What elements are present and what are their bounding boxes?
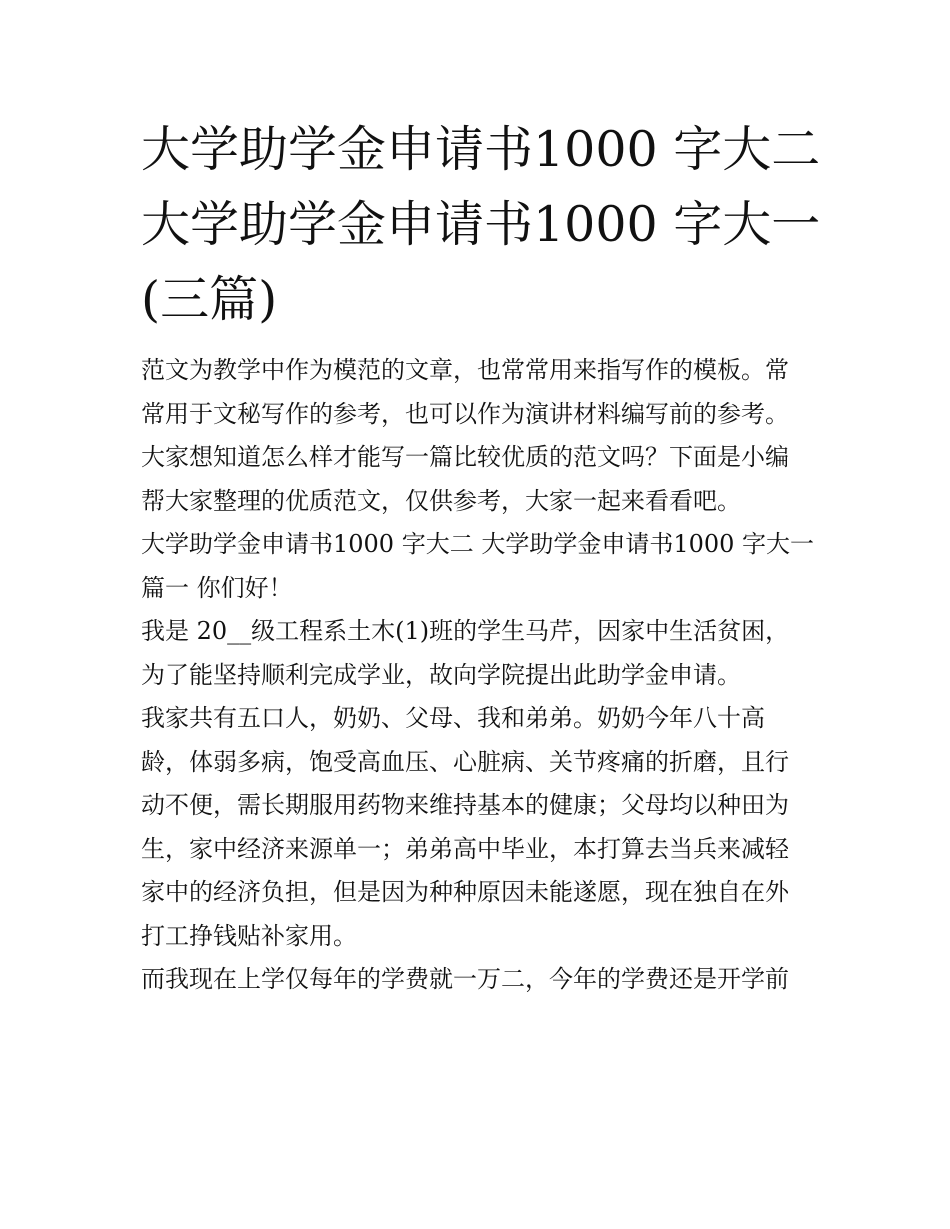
paragraph-heading xyxy=(141,523,813,610)
text-line: 打工挣钱贴补家用。 xyxy=(141,921,357,950)
text-line: 常用于文秘写作的参考，也可以作为演讲材料编写前的参考。 xyxy=(141,399,789,428)
text-line: 我是 20__级工程系土木(1)班的学生马芹，因家中生活贫困， xyxy=(141,617,790,645)
document-body xyxy=(141,349,813,1002)
text-line: 家中的经济负担，但是因为种种原因未能遂愿，现在独自在外 xyxy=(141,878,789,906)
paragraph-tuition xyxy=(141,958,813,1002)
text-line: 大学助学金申请书1000 字大二 大学助学金申请书1000 字大一 xyxy=(141,530,815,558)
text-line: 为了能坚持顺利完成学业，故向学院提出此助学金申请。 xyxy=(141,660,741,689)
text-line: 龄，体弱多病，饱受高血压、心脏病、关节疼痛的折磨，且行 xyxy=(141,747,789,776)
text-line: 生，家中经济来源单一；弟弟高中毕业，本打算去当兵来减轻 xyxy=(141,834,789,863)
text-line: 动不便，需长期服用药物来维持基本的健康；父母均以种田为 xyxy=(141,791,789,819)
text-line: 而我现在上学仅每年的学费就一万二，今年的学费还是开学前 xyxy=(141,965,789,993)
text-line: 范文为教学中作为模范的文章，也常常用来指写作的模板。常 xyxy=(141,356,789,384)
text-line: 我家共有五口人，奶奶、父母、我和弟弟。奶奶今年八十高 xyxy=(141,704,765,732)
title-line: (三篇) xyxy=(141,271,278,328)
text-line: 篇一 你们好！ xyxy=(141,573,293,602)
paragraph-self-intro xyxy=(141,610,813,697)
paragraph-intro xyxy=(141,349,813,523)
document-title xyxy=(141,112,821,337)
text-line: 帮大家整理的优质范文，仅供参考，大家一起来看看吧。 xyxy=(141,486,741,515)
text-line: 大家想知道怎么样才能写一篇比较优质的范文吗？下面是小编 xyxy=(141,443,789,471)
document-content xyxy=(141,112,821,1002)
title-line: 大学助学金申请书1000 字大一 xyxy=(141,196,821,253)
title-line: 大学助学金申请书1000 字大二 xyxy=(141,121,821,178)
paragraph-family xyxy=(141,697,813,958)
